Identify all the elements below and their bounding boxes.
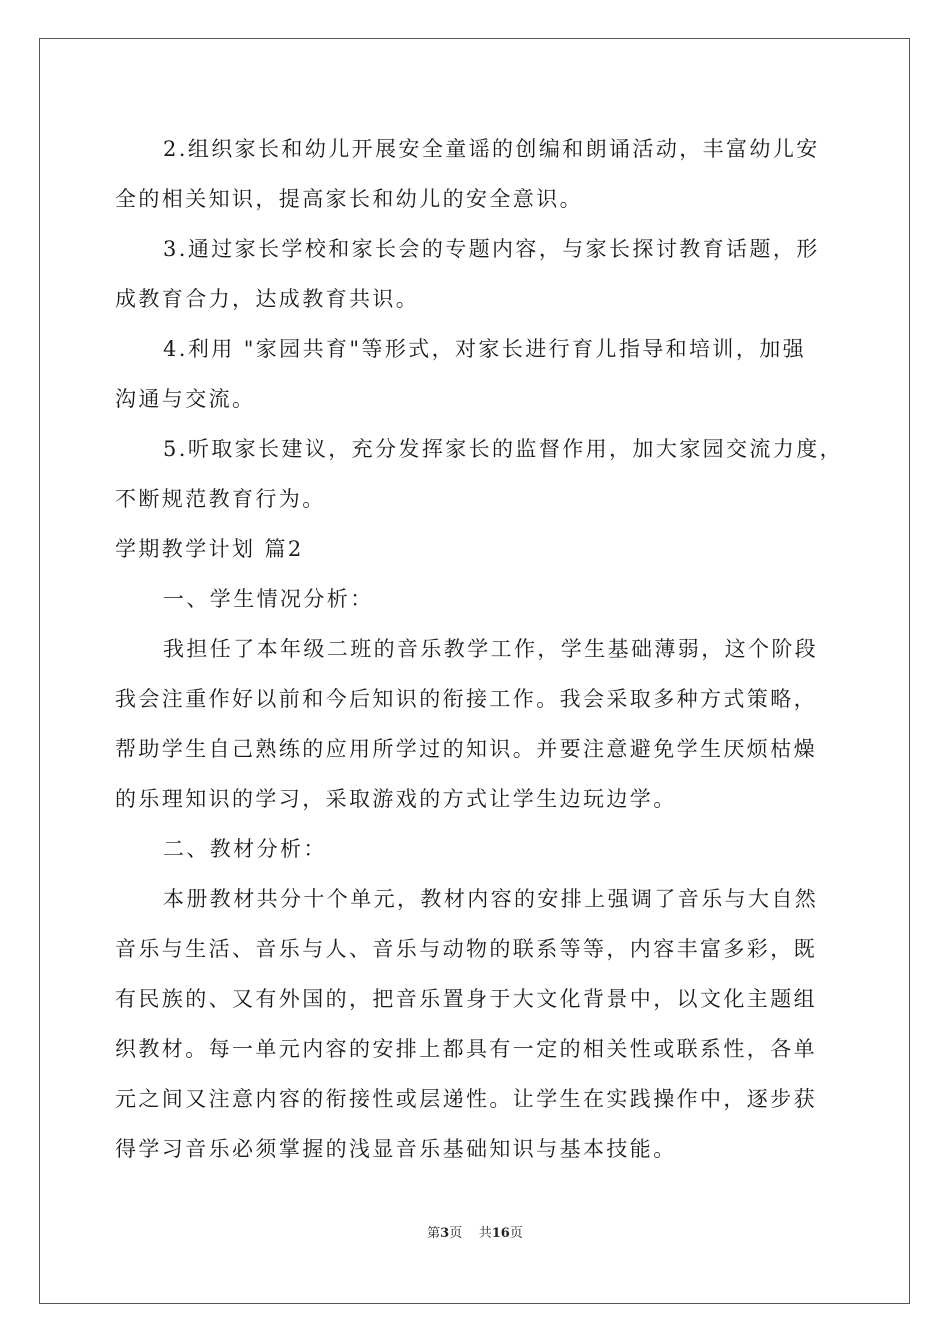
paragraph-line: 音乐与生活、音乐与人、音乐与动物的联系等等，内容丰富多彩，既 — [115, 937, 817, 961]
section-heading: 一、学生情况分析： — [163, 587, 374, 611]
paragraph-line: 帮助学生自己熟练的应用所学过的知识。并要注意避免学生厌烦枯燥 — [115, 737, 817, 761]
paragraph-line: 有民族的、又有外国的，把音乐置身于大文化背景中，以文化主题组 — [115, 987, 817, 1011]
paragraph-line: 4.利用 "家园共育"等形式，对家长进行育儿指导和培训，加强 — [163, 337, 807, 361]
paragraph-line: 5.听取家长建议，充分发挥家长的监督作用，加大家园交流力度， — [163, 437, 844, 461]
section-heading: 二、教材分析： — [163, 837, 327, 861]
paragraph-line: 得学习音乐必须掌握的浅显音乐基础知识与基本技能。 — [115, 1137, 677, 1161]
paragraph-line: 织教材。每一单元内容的安排上都具有一定的相关性或联系性，各单 — [115, 1037, 817, 1061]
page-number: 3 — [440, 1226, 450, 1241]
section-title: 学期教学计划 篇2 — [115, 537, 304, 561]
total-prefix: 共 — [478, 1226, 492, 1241]
paragraph-line: 不断规范教育行为。 — [115, 487, 326, 511]
paragraph-line: 元之间又注意内容的衔接性或层递性。让学生在实践操作中，逐步获 — [115, 1087, 817, 1111]
paragraph-line: 我会注重作好以前和今后知识的衔接工作。我会采取多种方式策略， — [115, 687, 817, 711]
page-border — [39, 38, 910, 1304]
paragraph-line: 我担任了本年级二班的音乐教学工作，学生基础薄弱，这个阶段 — [163, 637, 819, 661]
page-footer — [0, 1222, 950, 1241]
paragraph-line: 的乐理知识的学习，采取游戏的方式让学生边玩边学。 — [115, 787, 677, 811]
page-suffix: 页 — [449, 1226, 463, 1241]
paragraph-line: 3.通过家长学校和家长会的专题内容，与家长探讨教育话题，形 — [163, 237, 820, 261]
page-prefix: 第 — [427, 1226, 441, 1241]
paragraph-line: 成教育合力，达成教育共识。 — [115, 287, 420, 311]
total-pages: 16 — [491, 1226, 510, 1241]
paragraph-line: 沟通与交流。 — [115, 387, 256, 411]
paragraph-line: 本册教材共分十个单元，教材内容的安排上强调了音乐与大自然 — [163, 887, 819, 911]
paragraph-line: 全的相关知识，提高家长和幼儿的安全意识。 — [115, 187, 583, 211]
total-suffix: 页 — [509, 1226, 523, 1241]
paragraph-line: 2.组织家长和幼儿开展安全童谣的创编和朗诵活动，丰富幼儿安 — [163, 137, 820, 161]
